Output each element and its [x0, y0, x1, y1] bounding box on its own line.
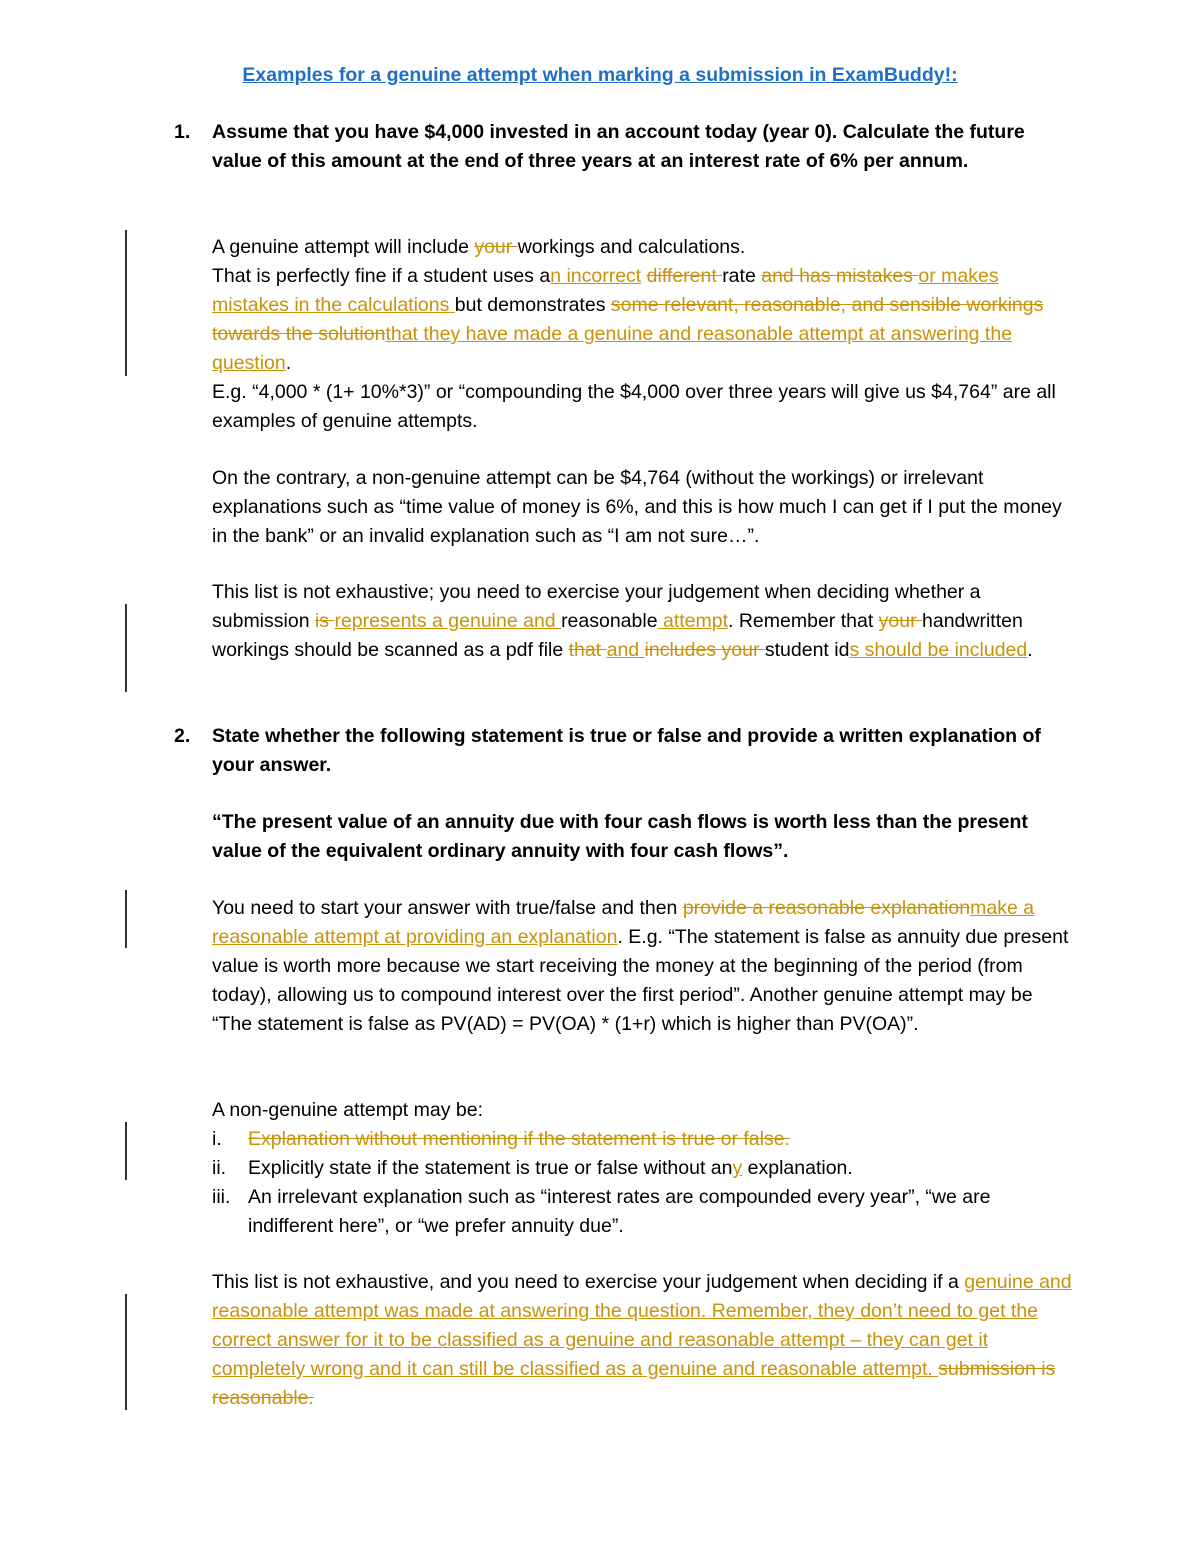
- change-bar: [125, 604, 127, 692]
- q2-paragraph-start-answer: You need to start your answer with true/false and then provide a reasonable explanationmake a reasonable attempt at providing an explanation. E.g. “The statement is false as annuity due present value is worth more because we start receiving the money at the beginning of the period (from today), allowing us to compound interest over the first period”. Another genuine attempt may be “The statement is false as PV(AD) = PV(OA) * (1+r) which is higher than PV(OA)”.: [212, 897, 1069, 1035]
- deleted-text: some relevant, reasonable, and sensible workings towards the solution: [212, 294, 1044, 345]
- deleted-text: that: [568, 639, 607, 661]
- inserted-text: y: [732, 1157, 743, 1179]
- deleted-text: your: [474, 236, 518, 258]
- q1-line-workings: A genuine attempt will include your workings and calculations.: [212, 236, 746, 258]
- change-bar: [125, 230, 127, 376]
- question-1-prompt: Assume that you have $4,000 invested in an account today (year 0). Calculate the future value of this amount at the end of three years at an interest rate of 6% per annum.: [212, 121, 1025, 172]
- q1-paragraph-genuine: [212, 233, 1072, 436]
- change-bar: [125, 1122, 127, 1180]
- deleted-text: includes your: [644, 639, 765, 661]
- change-bar: [125, 890, 127, 948]
- deleted-text: different: [646, 265, 723, 287]
- deleted-text: Explanation without mentioning if the statement is true or false.: [248, 1128, 790, 1150]
- list-item: [248, 1125, 1068, 1154]
- q1-line-example: E.g. “4,000 * (1+ 10%*3)” or “compounding the $4,000 over three years will give us $4,764” are all examples of genuine attempts.: [212, 381, 1056, 432]
- document-title: Examples for a genuine attempt when marking a submission in ExamBuddy!:: [242, 64, 958, 86]
- deleted-text: is: [314, 610, 335, 632]
- inserted-text: attempt: [657, 610, 729, 632]
- list-item-marker: iii.: [212, 1186, 231, 1208]
- inserted-text: that they have made a genuine and reasonable attempt at answering the question: [212, 323, 1013, 374]
- q2-paragraph-non-genuine-intro: A non-genuine attempt may be:: [212, 1099, 484, 1121]
- q1-paragraph-non-genuine: On the contrary, a non-genuine attempt can be $4,764 (without the workings) or irrelevant explanations such as “time value of money is 6%, and this is how much I can get if I put the money in the bank” or an invalid explanation such as “I am not sure…”.: [212, 467, 1062, 547]
- inserted-text: n incorrect: [550, 265, 642, 287]
- q2-paragraph-judgement: This list is not exhaustive, and you need to exercise your judgement when deciding if a genuine and reasonable attempt was made at answering the question. Remember, they don’t need to get the correct answer for it to be classified as a genuine and reasonable attempt – they can get it completely wrong and it can still be classified as a genuine and reasonable attempt. submission is reasonable.: [212, 1271, 1072, 1409]
- q1-paragraph-judgement: This list is not exhaustive; you need to exercise your judgement when deciding whether a submission is represents a genuine and reasonable attempt. Remember that your handwritten workings should be scanned as a pdf file that and includes your student ids should be included.: [212, 581, 1033, 661]
- deleted-text: provide a reasonable explanation: [682, 897, 971, 919]
- question-2-statement: “The present value of an annuity due with four cash flows is worth less than the present value of the equivalent ordinary annuity with four cash flows”.: [212, 811, 1028, 862]
- inserted-text: and: [606, 639, 645, 661]
- q1-line-perfectly-fine: That is perfectly fine if a student uses an incorrect different rate and has mistakes or makes mistakes in the calculations but demonstrates some relevant, reasonable, and sensible workings towards the solutionthat they have made a genuine and reasonable attempt at answering the question.: [212, 265, 1044, 374]
- inserted-text: represents a genuine and: [334, 610, 562, 632]
- change-bar: [125, 1294, 127, 1410]
- question-1-number: 1.: [174, 121, 191, 143]
- list-item: Explicitly state if the statement is true or false without any explanation.: [248, 1157, 853, 1179]
- deleted-text: and has mistakes: [761, 265, 919, 287]
- question-2-number: 2.: [174, 725, 191, 747]
- inserted-text: genuine and reasonable attempt was made at answering the question. Remember, they don’t need to get the correct answer for it to be classified as a genuine and reasonable attempt – they can get it completely wrong and it can still be classified as a genuine and reasonable attempt.: [212, 1271, 1072, 1380]
- deleted-text: submission is reasonable.: [212, 1358, 1056, 1409]
- inserted-text: make a reasonable attempt at providing an explanation: [212, 897, 1035, 948]
- list-item-marker: i.: [212, 1128, 222, 1150]
- question-2-prompt: State whether the following statement is true or false and provide a written explanation of your answer.: [212, 725, 1041, 776]
- list-item: An irrelevant explanation such as “interest rates are compounded every year”, “we are indifferent here”, or “we prefer annuity due”.: [248, 1186, 991, 1237]
- inserted-text: s should be included: [849, 639, 1028, 661]
- list-item-marker: ii.: [212, 1157, 227, 1179]
- inserted-text: or makes mistakes in the calculations: [212, 265, 999, 316]
- deleted-text: your: [878, 610, 923, 632]
